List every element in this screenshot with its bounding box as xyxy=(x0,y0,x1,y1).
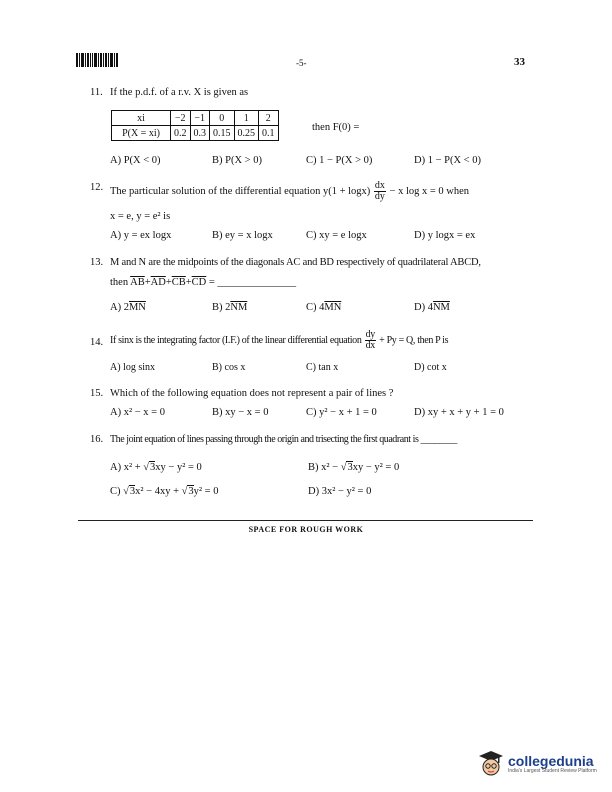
q14-tail: + Py = Q, then P is xyxy=(379,334,449,346)
table-cell: 2 xyxy=(259,111,279,126)
q11-tail: then F(0) = xyxy=(312,122,360,133)
q12-option-a: A) y = ex logx xyxy=(110,230,172,241)
barcode xyxy=(76,53,120,67)
rough-work-label: SPACE FOR ROUGH WORK xyxy=(248,525,364,534)
q14-option-d: D) cot x xyxy=(414,362,447,373)
q13-option-c-label: C) 4 xyxy=(306,302,325,313)
q16-option-c-pre: C) √ xyxy=(110,486,129,497)
collegedunia-logo xyxy=(478,749,597,779)
table-row xyxy=(112,126,279,141)
table-row xyxy=(112,111,279,126)
q13-number: 13. xyxy=(90,257,104,268)
q16-option-b-post: xy − y² = 0 xyxy=(352,462,400,473)
q13-then: then xyxy=(110,277,129,288)
table-cell: xi xyxy=(112,111,171,126)
q13-option-b-vector: $\overline{NM}$ xyxy=(230,302,248,313)
q12-frac-den: dy xyxy=(374,191,385,202)
logo-text xyxy=(508,754,597,774)
q14-number: 14. xyxy=(90,337,104,348)
table-cell: 0.2 xyxy=(171,126,191,141)
q16-option-a-post: xy − y² = 0 xyxy=(155,462,202,473)
q14-frac-num: dy xyxy=(365,329,375,340)
q12-option-c: C) xy = e logx xyxy=(306,230,367,241)
q14-option-b: B) cos x xyxy=(212,362,246,373)
q12-option-d: D) y logx = ex xyxy=(414,230,476,241)
q13-option-d xyxy=(414,302,450,313)
question-code: 33 xyxy=(514,56,525,68)
q16-option-c-mid: x² − 4xy + √ xyxy=(135,486,188,497)
q13-line2: then $\overline{AB}+\overline{AD}+\overline{CB}+\overline{CD}$ = _______________ xyxy=(110,277,297,288)
q13-vector-cb: $\overline{CB}$ xyxy=(171,277,186,288)
q16-text: The joint equation of lines passing through the origin and trisecting the first quadrant is ________ xyxy=(110,434,457,445)
q12-text xyxy=(110,181,469,202)
q14-text xyxy=(110,330,448,351)
q12-tail: − x log x = 0 when xyxy=(389,185,470,197)
q15-option-d: D) xy + x + y + 1 = 0 xyxy=(414,407,504,418)
table-cell: P(X = xi) xyxy=(112,126,171,141)
q13-option-d-label: D) 4 xyxy=(414,302,433,313)
q13-vector-ad: $\overline{AD}$ xyxy=(150,277,166,288)
footer-rule xyxy=(78,520,533,521)
q16-option-b-radicand: 3 xyxy=(347,462,353,473)
q11-number: 11. xyxy=(90,87,103,98)
q13-vector-cd: $\overline{CD}$ xyxy=(191,277,207,288)
q13-vector-ab: $\overline{AB}$ xyxy=(130,277,145,288)
q12-option-b: B) ey = x logx xyxy=(212,230,273,241)
q16-option-c-post: y² = 0 xyxy=(193,486,219,497)
q13-option-a-label: A) 2 xyxy=(110,302,129,313)
q13-text: M and N are the midpoints of the diagonals AC and BD respectively of quadrilateral ABCD, xyxy=(110,257,481,268)
logo-tagline: India's Largest Student Review Platform xyxy=(508,768,597,774)
q11-option-a: A) P(X < 0) xyxy=(110,155,161,166)
q13-option-a xyxy=(110,302,146,313)
q16-option-c-radicand-2: 3 xyxy=(188,486,194,497)
q16-number: 16. xyxy=(90,434,104,445)
q13-option-d-vector: $\overline{NM}$ xyxy=(432,302,450,313)
q16-option-c-radicand-1: 3 xyxy=(129,486,136,497)
q15-option-b: B) xy − x = 0 xyxy=(212,407,269,418)
table-cell: 0.15 xyxy=(210,126,235,141)
q15-option-a: A) x² − x = 0 xyxy=(110,407,165,418)
q16-option-b-pre: B) x² − √ xyxy=(308,462,347,473)
q15-text: Which of the following equation does not represent a pair of lines ? xyxy=(110,388,394,399)
table-cell: 0.1 xyxy=(259,126,279,141)
table-cell: −2 xyxy=(171,111,191,126)
q13-option-a-vector: $\overline{MN}$ xyxy=(128,302,146,313)
q14-fraction xyxy=(365,330,376,351)
q12-number: 12. xyxy=(90,182,104,193)
q13-blank: = _______________ xyxy=(208,277,297,288)
q16-option-a-pre: A) x² + √ xyxy=(110,462,150,473)
graduate-icon xyxy=(478,749,504,779)
q16-option-d: D) 3x² − y² = 0 xyxy=(308,486,372,497)
q12-frac-num: dx xyxy=(374,180,385,191)
q16-option-c xyxy=(110,486,218,497)
q15-option-c: C) y² − x + 1 = 0 xyxy=(306,407,377,418)
q16-option-a xyxy=(110,462,202,473)
logo-name: collegedunia xyxy=(508,753,594,769)
q12-fraction xyxy=(374,181,386,202)
page-number: -5- xyxy=(296,58,307,68)
q14-option-a: A) log sinx xyxy=(110,362,155,373)
q13-option-c-vector: $\overline{MN}$ xyxy=(324,302,342,313)
table-cell: 0.25 xyxy=(234,126,259,141)
q15-number: 15. xyxy=(90,388,104,399)
table-cell: −1 xyxy=(190,111,210,126)
q12-line2: x = e, y = e² is xyxy=(110,211,171,222)
q13-option-c xyxy=(306,302,341,313)
q11-pdf-table xyxy=(111,110,279,141)
q11-option-c: C) 1 − P(X > 0) xyxy=(306,155,373,166)
q16-option-a-radicand: 3 xyxy=(150,462,156,473)
table-cell: 0.3 xyxy=(190,126,210,141)
q14-option-c: C) tan x xyxy=(306,362,339,373)
q16-option-b xyxy=(308,462,399,473)
q14-text-main: If sinx is the integrating factor (I.F.) of the linear differential equation xyxy=(110,334,362,346)
q11-option-b: B) P(X > 0) xyxy=(212,155,262,166)
q12-text-main: The particular solution of the differential equation y(1 + logx) xyxy=(110,185,371,197)
q11-text: If the p.d.f. of a r.v. X is given as xyxy=(110,87,249,98)
table-cell: 1 xyxy=(234,111,259,126)
q14-frac-den: dx xyxy=(365,340,375,351)
q11-option-d: D) 1 − P(X < 0) xyxy=(414,155,481,166)
q13-option-b xyxy=(212,302,247,313)
table-cell: 0 xyxy=(210,111,235,126)
q13-option-b-label: B) 2 xyxy=(212,302,231,313)
